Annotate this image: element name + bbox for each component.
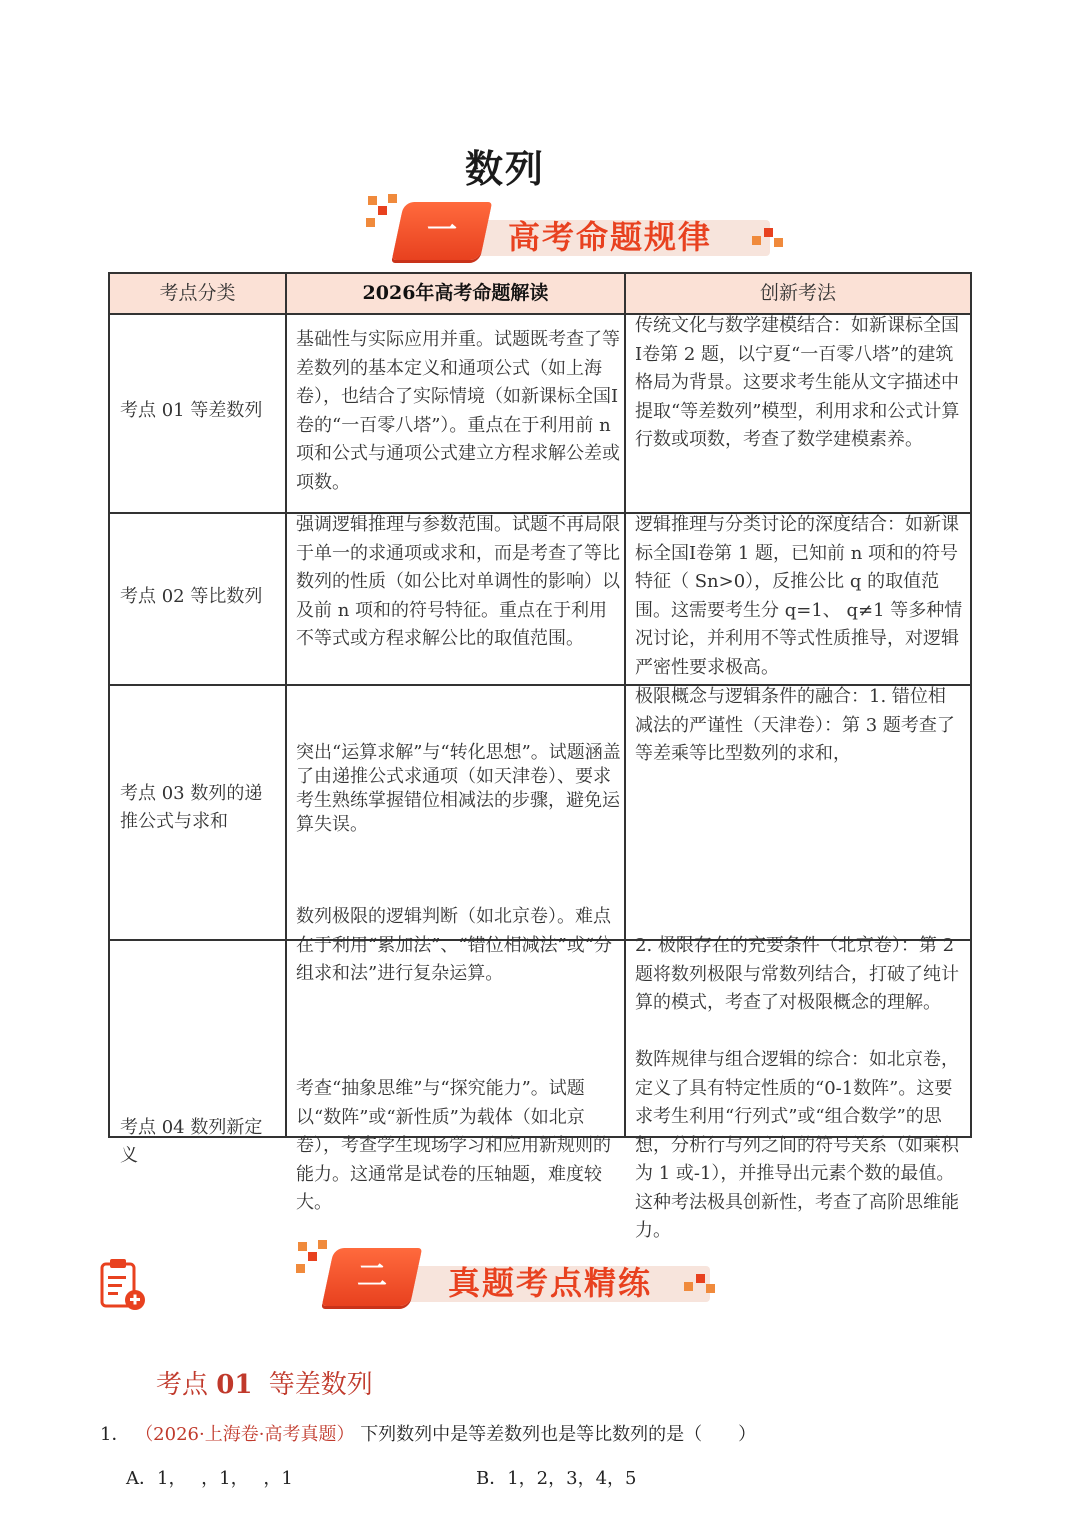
table-cell-innovation-2: 逻辑推理与分类讨论的深度结合：如新课标全国Ⅰ卷第 1 题，已知前 n 项和的符号特征（ Sn>0），反推公比 q 的取值范围。这需要考生分 q=1、 q≠1 等多种情况讨论，并利用不等式性质推导，对逻辑严密性要求极高。 [635,514,963,678]
section-title: 真题考点精练 [448,1264,653,1302]
option-b[interactable]: B．1，2，3，4，5 [476,1468,637,1489]
kaodian-number: 01 [216,1370,253,1400]
table-cell-innovation-1: 传统文化与数学建模结合：如新课标全国Ⅰ卷第 2 题，以宁夏“一百零八塔”的建筑格局为背景。这要求考生能从文字描述中提取“等差数列”模型，利用求和公式计算行数或项数，考查了数学建模素养。 [635,315,960,450]
section-banner-2 [290,1236,720,1312]
question-stem: 下列数列中是等差数列也是等比数列的是（ ） [360,1424,757,1445]
table-cell-category-3: 考点 03 数列的递推公式与求和 [120,783,263,832]
question-source: （2026·上海卷·高考真题） [135,1424,355,1445]
table-cell-category-2: 考点 02 等比数列 [120,586,263,607]
table-cell-category-4: 考点 04 数列新定义 [120,1117,263,1166]
table-cell-interpretation-3: 突出“运算求解”与“转化思想”。试题涵盖了由递推公式求通项（如天津卷）、要求考生熟练掌握错位相减法的步骤，避免运算失误。 [296,742,621,835]
table-header-interpretation: 2026年高考命题解读 [362,282,549,304]
kaodian-heading [156,1364,373,1401]
table-cell-interpretation-1: 基础性与实际应用并重。试题既考查了等差数列的基本定义和通项公式（如上海卷），也结合了实际情境（如新课标全国Ⅰ卷的“一百零八塔”）。重点在于利用前 n 项和公式与通项公式建立方程求解公差或项数。 [296,329,620,493]
section-number: 一 [427,213,457,248]
section-number: 二 [357,1259,387,1294]
page-title: 数列 [464,146,545,191]
clipboard-icon [98,1256,148,1312]
table-cell-interpretation-4: 考查“抽象思维”与“探究能力”。试题以“数阵”或“新性质”为载体（如北京卷），考查学生现场学习和应用新规则的能力。这通常是试卷的压轴题，难度较大。 [296,1078,611,1213]
table-header-category: 考点分类 [159,282,236,304]
kaodian-prefix: 考点 [156,1370,209,1400]
table-cell-interpretation-2: 强调逻辑推理与参数范围。试题不再局限于单一的求通项或求和，而是考查了等比数列的性质（如公比对单调性的影响）以及前 n 项和的符号特征。重点在于利用不等式或方程求解公比的取值范围。 [296,514,620,649]
option-a[interactable]: A．1， ，1， ，1 [126,1468,293,1489]
table-cell-innovation-4b: 数阵规律与组合逻辑的综合：如北京卷，定义了具有特定性质的“0-1数阵”。这要求考生利用“行列式”或“组合数学”的思想，分析行与列之间的符号关系（如乘积为 1 或-1），并推导出元素个数的最值。这种考法极具创新性，考查了高阶思维能力。 [635,1049,959,1241]
question-number: 1． [100,1424,130,1445]
section-title: 高考命题规律 [508,218,713,256]
table-cell-interpretation-3b: 数列极限的逻辑判断（如北京卷）。难点在于利用“累加法”、“错位相减法”或“分组求和法”进行复杂运算。 [296,906,613,984]
table-cell-category-1: 考点 01 等差数列 [120,400,263,421]
table-cell-innovation-3: 极限概念与逻辑条件的融合：1. 错位相减法的严谨性（天津卷）：第 3 题考查了等差乘等比型数列的求和， [635,686,955,764]
table-header-innovation: 创新考法 [759,282,836,304]
kaodian-name: 等差数列 [268,1370,373,1400]
question-1 [100,1420,756,1446]
table-cell-innovation-4a: 2. 极限存在的充要条件（北京卷）：第 2 题将数列极限与常数列结合，打破了纯计算的模式，考查了对极限概念的理解。 [635,935,959,1013]
